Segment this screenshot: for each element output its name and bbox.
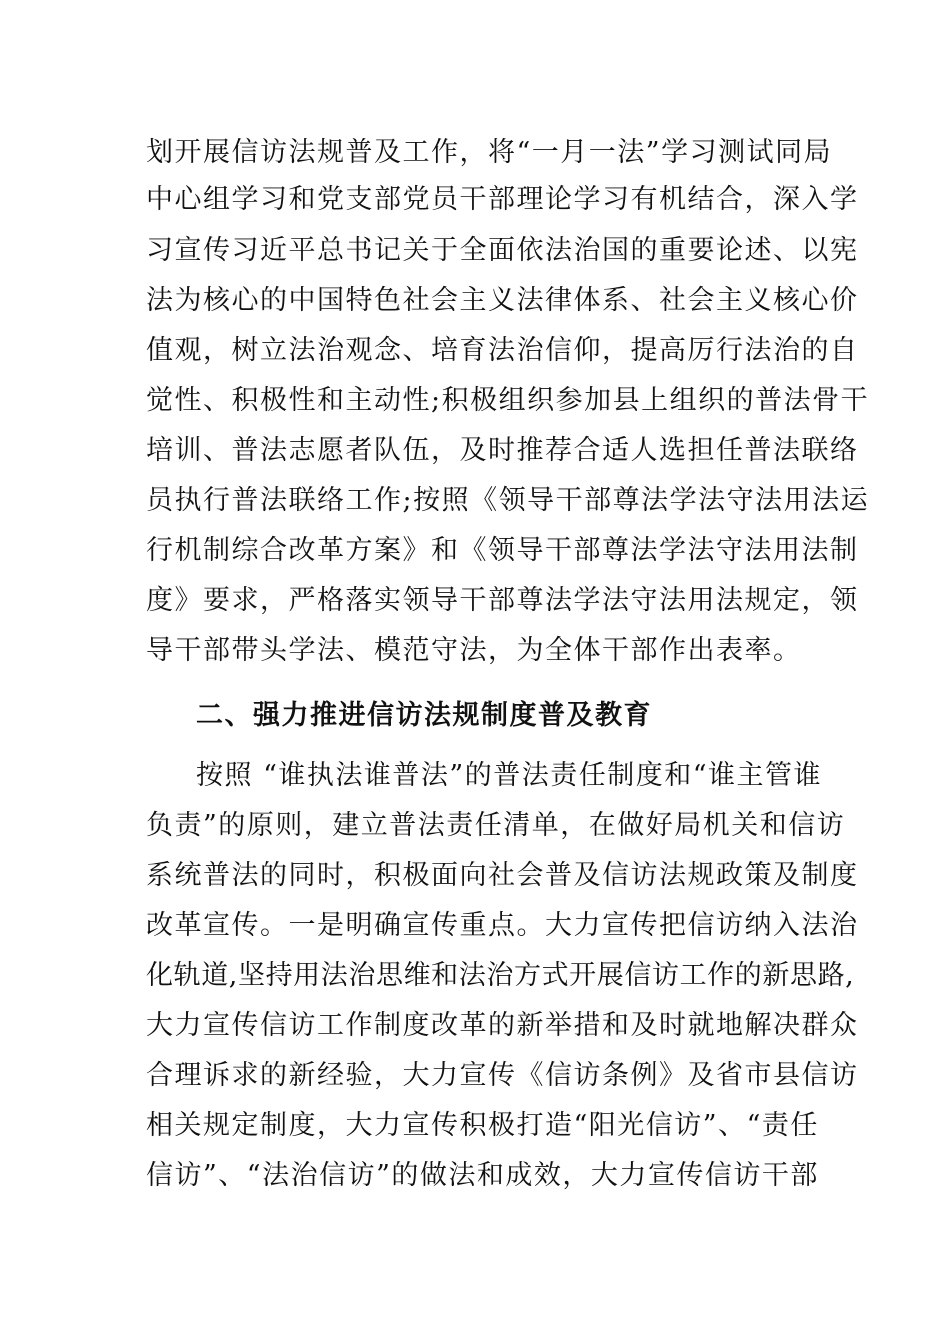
paragraph-2-line-8: 相关规定制度，大力宣传积极打造“阳光信访”、“责任 xyxy=(146,1110,819,1141)
section-heading: 二、强力推进信访法规制度普及教育 xyxy=(196,700,652,731)
paragraph-1-line-1: 划开展信访法规普及工作，将“一月一法”学习测试同局 xyxy=(146,137,833,168)
paragraph-1-line-2: 中心组学习和党支部党员干部理论学习有机结合，深入学 xyxy=(146,184,859,215)
paragraph-2-line-5: 化轨道,坚持用法治思维和法治方式开展信访工作的新思路, xyxy=(146,960,855,991)
paragraph-2-line-7: 合理诉求的新经验，大力宣传《信访条例》及省市县信访 xyxy=(146,1060,859,1091)
paragraph-1-line-11: 导干部带头学法、模范守法，为全体干部作出表率。 xyxy=(146,635,802,666)
paragraph-1-line-4: 法为核心的中国特色社会主义法律体系、社会主义核心价 xyxy=(146,285,859,316)
paragraph-2-line-1: 按照 “谁执法谁普法”的普法责任制度和“谁主管谁 xyxy=(196,760,822,791)
paragraph-1-line-9: 行机制综合改革方案》和《领导干部尊法学法守法用法制 xyxy=(146,535,859,566)
paragraph-1-line-10: 度》要求，严格落实领导干部尊法学法守法用法规定，领 xyxy=(146,585,859,616)
paragraph-1-line-8: 员执行普法联络工作;按照《领导干部尊法学法守法用法运 xyxy=(146,485,870,516)
paragraph-2-line-3: 系统普法的同时，积极面向社会普及信访法规政策及制度 xyxy=(146,860,859,891)
paragraph-2-line-4: 改革宣传。一是明确宣传重点。大力宣传把信访纳入法治 xyxy=(146,910,859,941)
paragraph-1-line-7: 培训、普法志愿者队伍，及时推荐合适人选担任普法联络 xyxy=(146,435,859,466)
paragraph-2-line-2: 负责”的原则，建立普法责任清单，在做好局机关和信访 xyxy=(146,810,846,841)
paragraph-2-line-9: 信访”、“法治信访”的做法和成效，大力宣传信访干部 xyxy=(146,1160,819,1191)
paragraph-1-line-3: 习宣传习近平总书记关于全面依法治国的重要论述、以宪 xyxy=(146,235,859,266)
paragraph-1-line-6: 觉性、积极性和主动性;积极组织参加县上组织的普法骨干 xyxy=(146,385,870,416)
paragraph-2-line-6: 大力宣传信访工作制度改革的新举措和及时就地解决群众 xyxy=(146,1010,859,1041)
paragraph-1-line-5: 值观，树立法治观念、培育法治信仰，提高厉行法治的自 xyxy=(146,335,859,366)
